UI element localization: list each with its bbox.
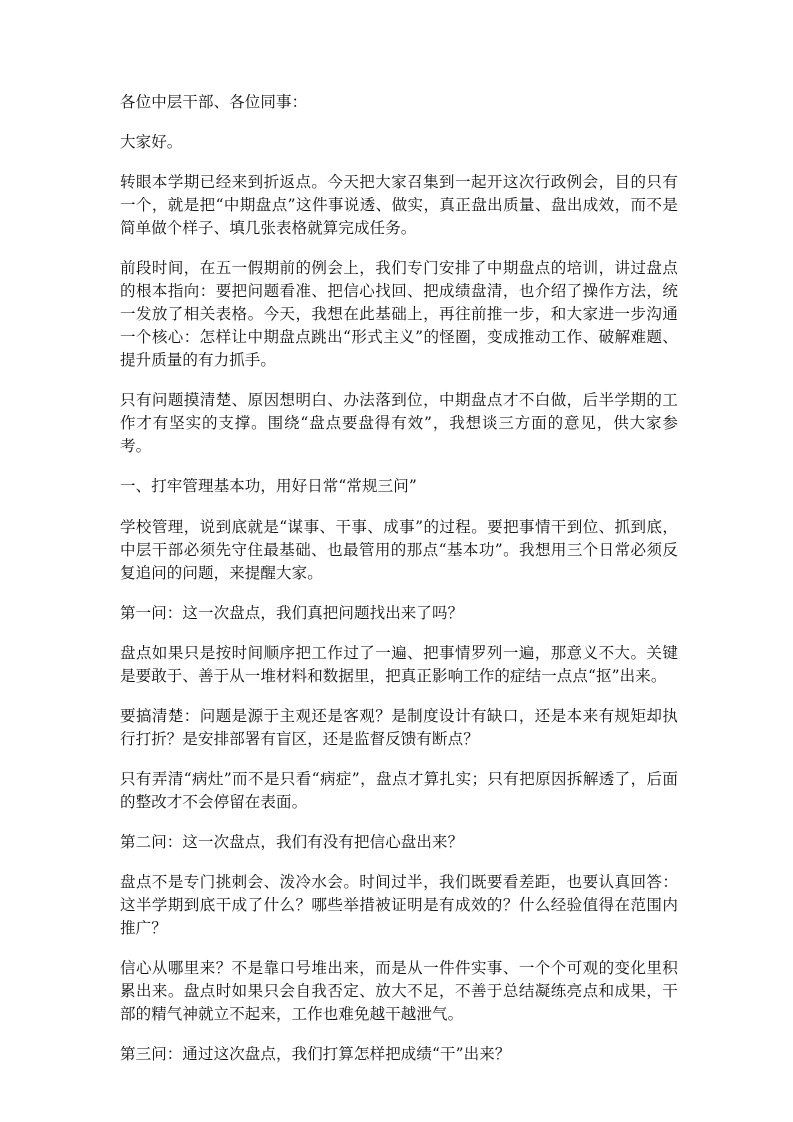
body-paragraph: 盘点如果只是按时间顺序把工作过了一遍、把事情罗列一遍，那意义不大。关键是要敢于、善于从一堆材料和数据里，把真正影响工作的症结一点点“抠”出来。 [120,644,678,685]
greeting: 大家好。 [120,133,183,151]
question-heading: 第二问：这一次盘点，我们有没有把信心盘出来？ [120,833,464,851]
body-paragraph: 只有问题摸清楚、原因想明白、办法落到位，中期盘点才不白做，后半学期的工作才有坚实的支撑。围绕“盘点要盘得有效”，我想谈三方面的意见，供大家参考。 [120,391,678,455]
question-heading: 第一问：这一次盘点，我们真把问题找出来了吗？ [120,604,464,622]
salutation: 各位中层干部、各位同事： [120,93,308,111]
body-paragraph: 信心从哪里来？不是靠口号堆出来，而是从一件件实事、一个个可观的变化里积累出来。盘点时如果只会自我否定、放大不足，不善于总结凝练亮点和成果，干部的精气神就立不起来，工作也难免越干越泄气。 [120,959,678,1023]
body-paragraph: 前段时间，在五一假期前的例会上，我们专门安排了中期盘点的培训，讲过盘点的根本指向：要把问题看准、把信心找回、把成绩盘清，也介绍了操作方法，统一发放了相关表格。今天，我想在此基础上，再往前推一步，和大家进一步沟通一个核心：怎样让中期盘点跳出“形式主义”的怪圈，变成推动工作、破解难题、提升质量的有力抓手。 [120,259,678,369]
body-paragraph: 盘点不是专门挑刺会、泼冷水会。时间过半，我们既要看差距，也要认真回答：这半学期到底干成了什么？哪些举措被证明是有成效的？什么经验值得在范围内推广？ [120,873,678,937]
body-paragraph: 要搞清楚：问题是源于主观还是客观？是制度设计有缺口，还是本来有规矩却执行打折？是安排部署有盲区，还是监督反馈有断点？ [120,707,678,748]
body-paragraph: 转眼本学期已经来到折返点。今天把大家召集到一起开这次行政例会，目的只有一个，就是把“中期盘点”这件事说透、做实，真正盘出质量、盘出成效，而不是简单做个样子、填几张表格就算完成任务。 [120,173,678,237]
question-heading: 第三问：通过这次盘点，我们打算怎样把成绩“干”出来？ [120,1045,511,1063]
body-paragraph: 只有弄清“病灶”而不是只看“病症”，盘点才算扎实；只有把原因拆解透了，后面的整改才不会停留在表面。 [120,770,678,811]
body-paragraph: 学校管理，说到底就是“谋事、干事、成事”的过程。要把事情干到位、抓到底，中层干部必须先守住最基础、也最管用的那点“基本功”。我想用三个日常必须反复追问的问题，来提醒大家。 [120,518,678,582]
section-heading: 一、打牢管理基本功，用好日常“常规三问” [120,477,417,495]
document-body [120,91,678,1083]
